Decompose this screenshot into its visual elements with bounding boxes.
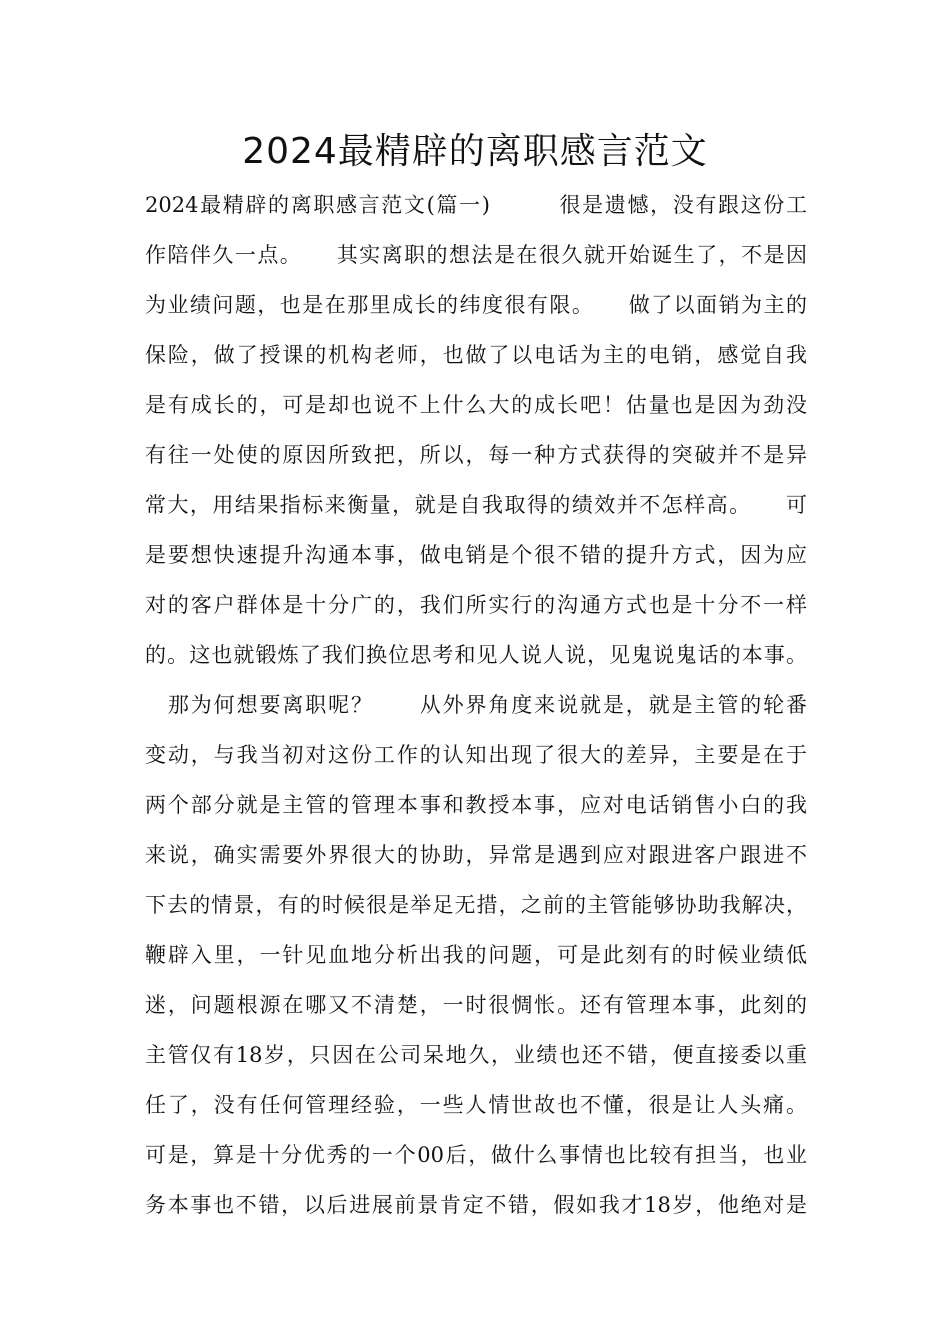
body-line: 对的客户群体是十分广的，我们所实行的沟通方式也是十分不一样 <box>145 593 807 617</box>
body-line: 迷，问题根源在哪又不清楚，一时很惆怅。还有管理本事，此刻的 <box>145 993 807 1017</box>
body-line: 为业绩问题，也是在那里成长的纬度很有限。 做了以面销为主的 <box>145 293 807 317</box>
body-line: 作陪伴久一点。 其实离职的想法是在很久就开始诞生了，不是因 <box>145 243 807 267</box>
body-line: 保险，做了授课的机构老师，也做了以电话为主的电销，感觉自我 <box>145 343 807 367</box>
body-line: 鞭辟入里，一针见血地分析出我的问题，可是此刻有的时候业绩低 <box>145 943 807 967</box>
body-line: 有往一处使的原因所致把，所以，每一种方式获得的突破并不是异 <box>145 443 807 467</box>
body-line: 常大，用结果指标来衡量，就是自我取得的绩效并不怎样高。 可 <box>145 493 807 517</box>
body-line: 2024最精辟的离职感言范文(篇一) 很是遗憾，没有跟这份工 <box>145 193 807 217</box>
body-line: 主管仅有18岁，只因在公司呆地久，业绩也还不错，便直接委以重 <box>145 1043 807 1067</box>
body-line: 来说，确实需要外界很大的协助，异常是遇到应对跟进客户跟进不 <box>145 843 807 867</box>
body-line: 下去的情景，有的时候很是举足无措，之前的主管能够协助我解决， <box>145 893 807 917</box>
body-line: 是有成长的，可是却也说不上什么大的成长吧！估量也是因为劲没 <box>145 393 807 417</box>
body-line: 务本事也不错，以后进展前景肯定不错，假如我才18岁，他绝对是 <box>145 1193 807 1217</box>
body-line: 是要想快速提升沟通本事，做电销是个很不错的提升方式，因为应 <box>145 543 807 567</box>
body-line: 变动，与我当初对这份工作的认知出现了很大的差异，主要是在于 <box>145 743 807 767</box>
body-line: 两个部分就是主管的管理本事和教授本事，应对电话销售小白的我 <box>145 793 807 817</box>
body-line: 的。这也就锻炼了我们换位思考和见人说人说，见鬼说鬼话的本事。 <box>145 643 807 667</box>
body-line: 那为何想要离职呢？ 从外界角度来说就是，就是主管的轮番 <box>145 693 807 717</box>
document-body <box>145 180 807 1230</box>
document-title: 2024最精辟的离职感言范文 <box>242 131 708 172</box>
body-line: 可是，算是十分优秀的一个00后，做什么事情也比较有担当，也业 <box>145 1143 807 1167</box>
body-line: 任了，没有任何管理经验，一些人情世故也不懂，很是让人头痛。 <box>145 1093 807 1117</box>
